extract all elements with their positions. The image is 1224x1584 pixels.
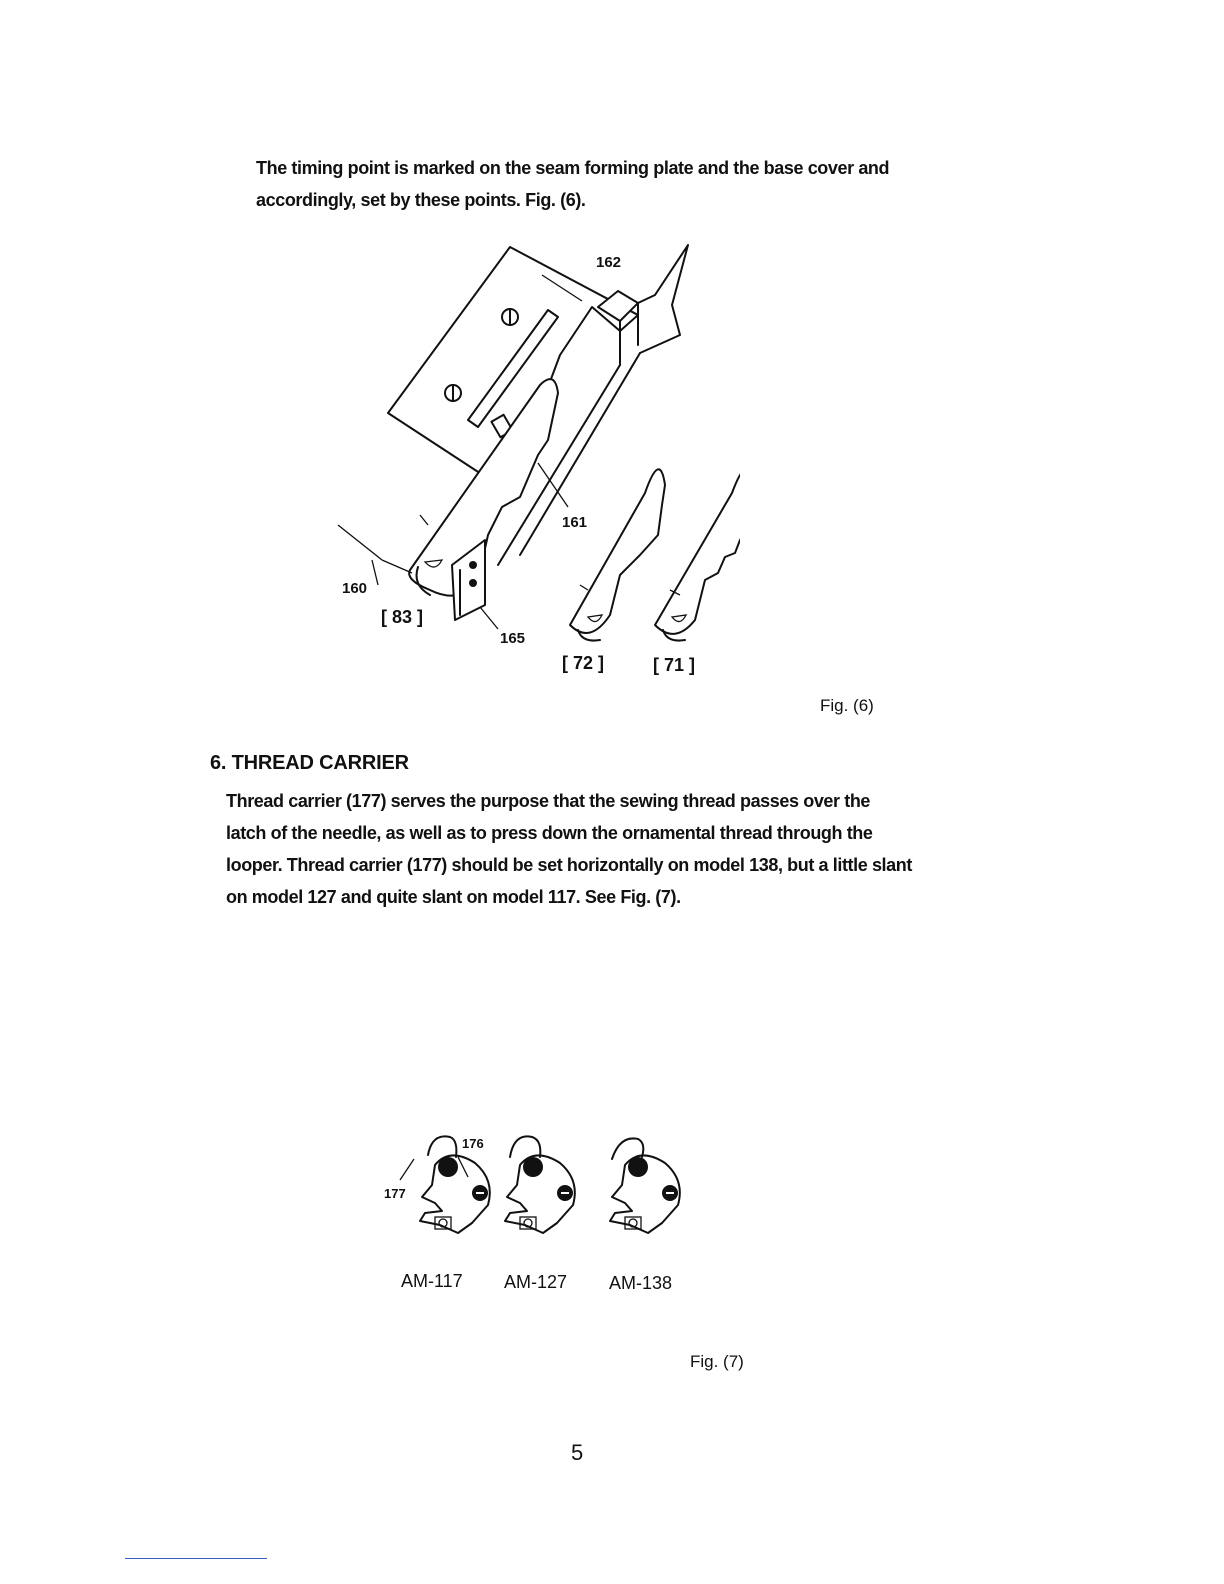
model-label-am-127: AM-127 (504, 1272, 568, 1292)
page-number: 5 (571, 1440, 584, 1465)
section-line-1: Thread carrier (177) serves the purpose that the sewing thread passes over the (226, 791, 871, 811)
fig6-caption: Fig. (6) (820, 696, 874, 715)
model-label-am-117: AM-117 (401, 1271, 463, 1291)
section-paragraph (226, 785, 976, 913)
label-83: [ 83 ] (381, 607, 424, 627)
footnote-rule (125, 1558, 267, 1559)
label-71: [ 71 ] (653, 655, 696, 675)
callout-165: 165 (500, 630, 526, 647)
section-line-2: latch of the needle, as well as to press down the ornamental thread through the (226, 823, 873, 843)
fig7-caption: Fig. (7) (690, 1352, 744, 1371)
section-line-4: on model 127 and quite slant on model 117. See Fig. (7). (226, 887, 681, 907)
intro-line-2: accordingly, set by these points. Fig. (6). (256, 190, 586, 210)
thread-carrier-am-127 (505, 1136, 575, 1233)
intro-paragraph (256, 152, 976, 216)
looper-72 (570, 469, 665, 640)
section-line-3: looper. Thread carrier (177) should be set horizontally on model 138, but a little slant (226, 855, 912, 875)
model-label-am-138: AM-138 (609, 1273, 673, 1293)
fig7-thread-carrier-diagram (380, 1125, 710, 1255)
callout-161: 161 (562, 514, 588, 531)
section-heading: 6. THREAD CARRIER (210, 752, 409, 774)
looper-71 (655, 469, 740, 640)
thread-carrier-am-138 (610, 1138, 680, 1233)
callout-160: 160 (342, 580, 368, 597)
callout-162: 162 (596, 254, 622, 271)
label-72: [ 72 ] (562, 653, 605, 673)
intro-line-1: The timing point is marked on the seam forming plate and the base cover and (256, 158, 890, 178)
callout-177: 177 (384, 1186, 406, 1201)
callout-176: 176 (462, 1136, 484, 1151)
